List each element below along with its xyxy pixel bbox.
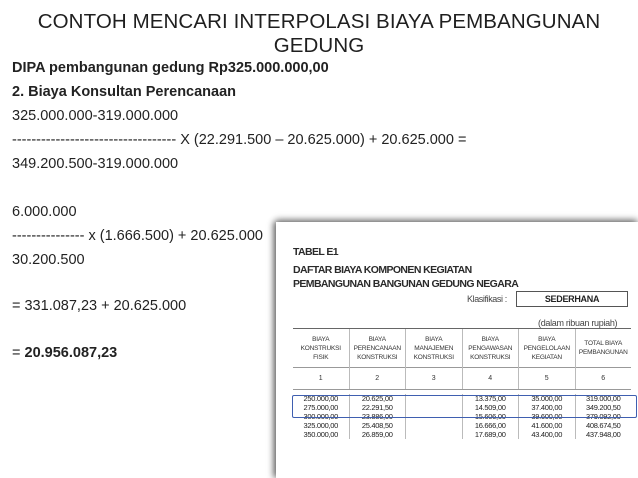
table-cell: 300.000,00	[293, 412, 350, 421]
table-cell	[406, 421, 463, 430]
slide-title: CONTOH MENCARI INTERPOLASI BIAYA PEMBANGUNAN GEDUNG	[37, 10, 601, 57]
table-cell: 379.092,00	[585, 412, 621, 421]
table-cell: 15.606,00	[463, 412, 520, 421]
table-row	[293, 430, 631, 439]
column-header: BIAYA PENGELOLAAN KEGIATAN	[519, 329, 576, 367]
table-cell: 349.200,50	[585, 403, 621, 412]
item-heading: 2. Biaya Konsultan Perencanaan	[12, 84, 237, 100]
column-header: BIAYA PENGAWASAN KONSTRUKSI	[463, 329, 520, 367]
table-row	[293, 421, 631, 430]
result-prefix: =	[12, 345, 25, 361]
table-cell: 437.948,00	[585, 430, 621, 439]
table-cell	[406, 430, 463, 439]
table-cell: 23.886,00	[350, 412, 407, 421]
table-cell: 14.509,00	[463, 403, 520, 412]
numerator-line: 325.000.000-319.000.000	[12, 108, 179, 124]
table-label: TABEL E1	[293, 246, 338, 258]
table-cell: 408.674,50	[585, 421, 621, 430]
table-cell: 39.600,00	[519, 412, 576, 421]
table-heading-2: PEMBANGUNAN BANGUNAN GEDUNG NEGARA	[293, 278, 519, 290]
denominator-result: 30.200.500	[12, 252, 85, 268]
klasifikasi-label: Klasifikasi :	[467, 294, 507, 304]
image-crop-fade	[276, 466, 638, 478]
table-cell: 350.000,00	[293, 430, 350, 439]
column-header: TOTAL BIAYA PEMBANGUNAN	[578, 340, 628, 356]
table-cell: 20.625,00	[350, 394, 407, 403]
table-cell: 275.000,00	[293, 403, 350, 412]
column-header: BIAYA KONSTRUKSI FISIK	[293, 329, 350, 367]
table-heading-1: DAFTAR BIAYA KOMPONEN KEGIATAN	[293, 264, 472, 276]
highlight-rectangle	[292, 395, 637, 418]
table-cell: 325.000,00	[293, 421, 350, 430]
column-number: 2	[350, 367, 407, 389]
table-cell: 26.859,00	[350, 430, 407, 439]
column-number: 6	[601, 374, 606, 382]
sum-line: = 331.087,23 + 20.625.000	[12, 298, 187, 314]
formula-simplified: --------------- x (1.666.500) + 20.625.000	[12, 228, 263, 244]
column-header: BIAYA PERENCANAAN KONSTRUKSI	[350, 329, 407, 367]
table-cell: 25.408,50	[350, 421, 407, 430]
formula-line: ---------------------------------- X (22.291.500 – 20.625.000) + 20.625.000 =	[12, 132, 467, 148]
table-cell: 319.000,00	[585, 394, 621, 403]
table-cell: 22.291,50	[350, 403, 407, 412]
column-number: 4	[463, 367, 520, 389]
table-cell: 43.400,00	[519, 430, 576, 439]
table-cell: 35.000,00	[519, 394, 576, 403]
column-header: BIAYA MANAJEMEN KONSTRUKSI	[406, 329, 463, 367]
result-line	[12, 345, 117, 361]
column-number: 1	[293, 367, 350, 389]
denominator-line: 349.200.500-319.000.000	[12, 156, 179, 172]
table-cell: 16.666,00	[463, 421, 520, 430]
klasifikasi-value: SEDERHANA	[516, 291, 628, 307]
table-cell: 250.000,00	[293, 394, 350, 403]
table-header-row	[293, 328, 631, 368]
column-number: 3	[406, 367, 463, 389]
dipa-line: DIPA pembangunan gedung Rp325.000.000,00	[12, 60, 329, 76]
table-cell: 13.375,00	[463, 394, 520, 403]
column-number: 5	[519, 367, 576, 389]
table-cell: 41.600,00	[519, 421, 576, 430]
numerator-result: 6.000.000	[12, 204, 77, 220]
result-value: 20.956.087,23	[24, 345, 118, 361]
table-cell: 17.689,00	[463, 430, 520, 439]
column-number-row	[293, 367, 631, 390]
table-cell: 37.400,00	[519, 403, 576, 412]
unit-note: (dalam ribuan rupiah)	[538, 318, 618, 328]
cost-table-image	[276, 222, 638, 478]
